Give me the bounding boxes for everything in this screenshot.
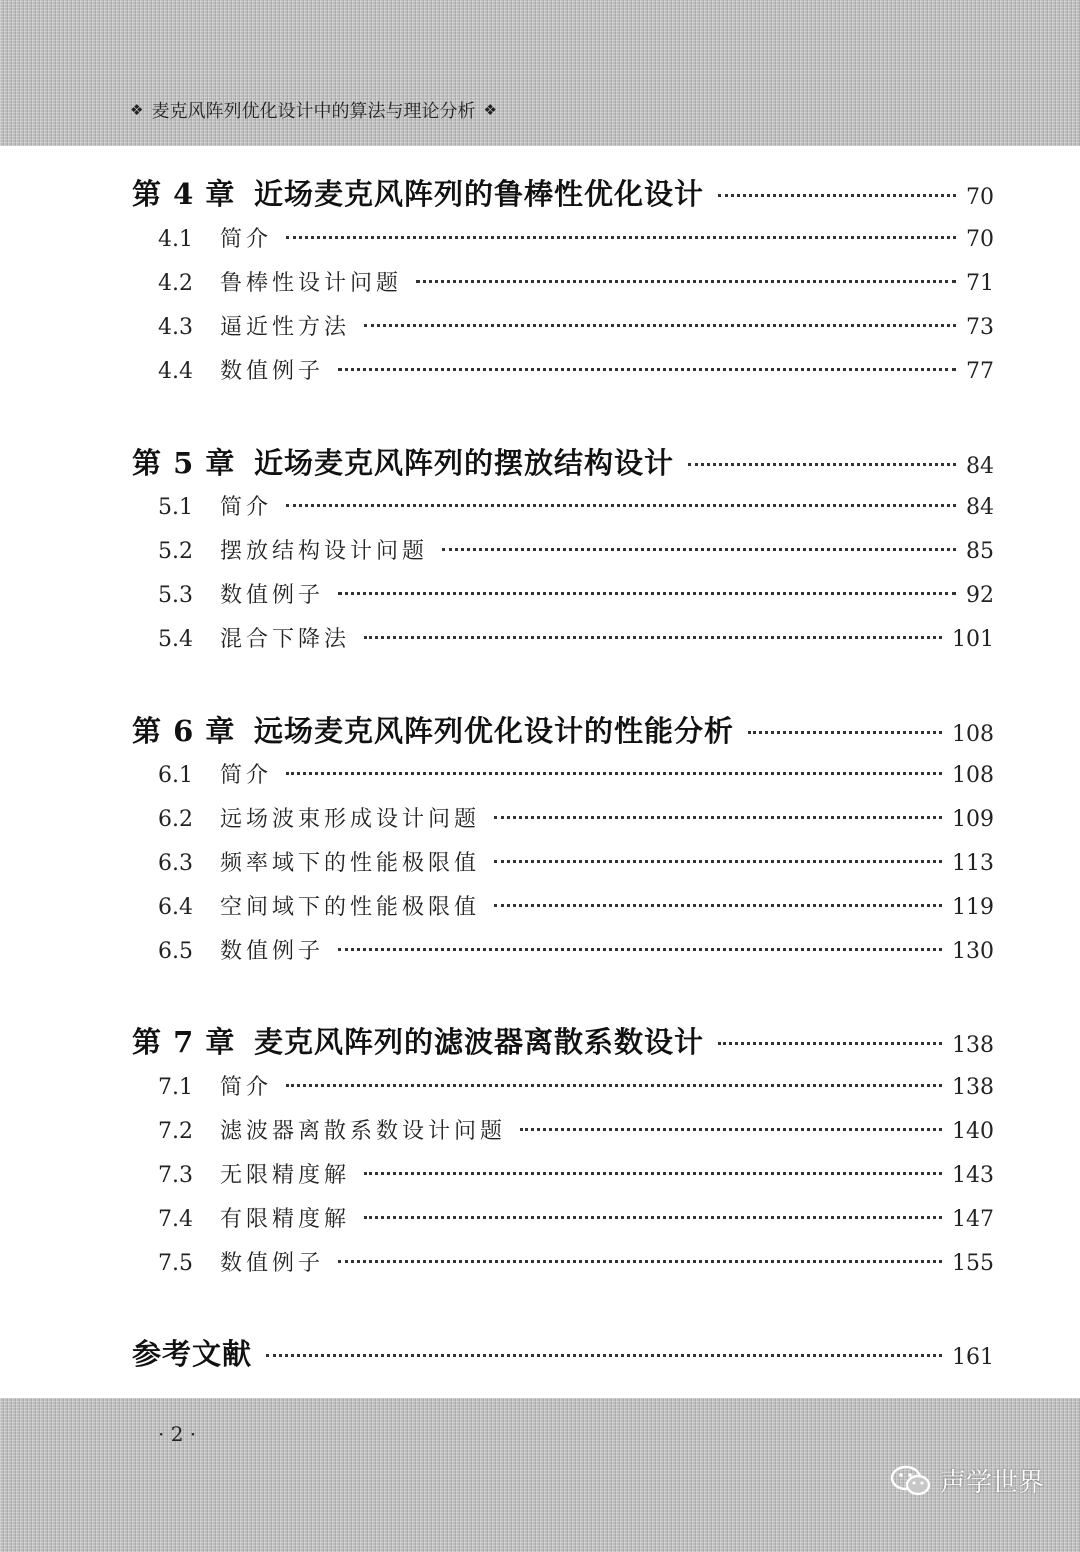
section-number: 4.1 xyxy=(158,227,193,252)
section-title: 无限精度解 xyxy=(220,1163,351,1188)
section-number: 6.5 xyxy=(158,939,193,964)
running-head-title: 麦克风阵列优化设计中的算法与理论分析 xyxy=(151,101,476,122)
toc-section-6-4[interactable] xyxy=(132,890,994,921)
dot-leader xyxy=(494,860,942,863)
section-number: 5.1 xyxy=(158,495,193,520)
toc-section-4-4[interactable] xyxy=(132,354,994,385)
section-number: 7.4 xyxy=(158,1207,193,1232)
toc-section-4-2[interactable] xyxy=(132,266,994,297)
section-title: 数值例子 xyxy=(220,359,325,384)
section-number: 5.2 xyxy=(158,539,193,564)
page-ref: 140 xyxy=(952,1119,994,1144)
page-ref: 108 xyxy=(952,763,994,788)
section-number: 7.2 xyxy=(158,1119,193,1144)
dot-leader xyxy=(442,548,956,551)
page-ref: 143 xyxy=(952,1163,994,1188)
page-ref: 113 xyxy=(952,851,994,876)
section-number: 6.3 xyxy=(158,851,193,876)
watermark xyxy=(890,1462,1044,1499)
dot-leader xyxy=(338,1260,942,1263)
toc-chapter-7[interactable] xyxy=(132,1020,994,1061)
page-ref: 147 xyxy=(952,1207,994,1232)
dot-leader xyxy=(748,731,942,734)
toc-section-4-3[interactable] xyxy=(132,310,994,341)
diamond-icon: ❖ xyxy=(130,101,144,119)
dot-leader xyxy=(286,236,956,239)
toc-section-5-1[interactable] xyxy=(132,490,994,521)
page-ref: 108 xyxy=(952,722,994,747)
watermark-text: 声学世界 xyxy=(939,1468,1044,1498)
dot-leader xyxy=(286,504,956,507)
dot-leader xyxy=(338,368,956,371)
page-ref: 138 xyxy=(952,1075,994,1100)
dot-leader xyxy=(286,772,942,775)
page-ref: 161 xyxy=(952,1345,994,1370)
page-ref: 101 xyxy=(952,627,994,652)
section-title: 有限精度解 xyxy=(220,1207,351,1232)
toc-section-6-5[interactable] xyxy=(132,934,994,965)
page-ref: 92 xyxy=(966,583,994,608)
dot-leader xyxy=(718,1042,942,1045)
section-title: 摆放结构设计问题 xyxy=(220,539,429,564)
page-ref: 138 xyxy=(952,1033,994,1058)
dot-leader xyxy=(338,592,956,595)
toc-chapter-5[interactable] xyxy=(132,441,994,482)
dot-leader xyxy=(718,194,956,197)
section-number: 7.3 xyxy=(158,1163,193,1188)
section-title: 数值例子 xyxy=(220,939,325,964)
toc-section-7-4[interactable] xyxy=(132,1202,994,1233)
dot-leader xyxy=(364,636,942,639)
section-title: 数值例子 xyxy=(220,1251,325,1276)
toc-section-5-3[interactable] xyxy=(132,578,994,609)
section-title: 简介 xyxy=(220,227,273,252)
page-ref: 109 xyxy=(952,807,994,832)
chapter-number: 第 4 章 xyxy=(132,177,236,211)
toc-section-6-1[interactable] xyxy=(132,758,994,789)
dot-leader xyxy=(494,904,942,907)
page-ref: 73 xyxy=(966,315,994,340)
section-number: 7.1 xyxy=(158,1075,193,1100)
diamond-icon: ❖ xyxy=(483,101,497,119)
page-ref: 119 xyxy=(952,895,994,920)
dot-leader xyxy=(266,1354,942,1357)
section-title: 鲁棒性设计问题 xyxy=(220,271,403,296)
section-title: 逼近性方法 xyxy=(220,315,351,340)
dot-leader xyxy=(494,816,942,819)
dot-leader xyxy=(688,463,956,466)
wechat-icon xyxy=(890,1464,932,1498)
toc-section-5-2[interactable] xyxy=(132,534,994,565)
dot-leader xyxy=(338,948,942,951)
section-number: 6.4 xyxy=(158,895,193,920)
dot-leader xyxy=(364,324,956,327)
section-title: 简介 xyxy=(220,1075,273,1100)
toc-section-4-1[interactable] xyxy=(132,222,994,253)
page-ref: 70 xyxy=(966,227,994,252)
toc-section-6-3[interactable] xyxy=(132,846,994,877)
section-number: 5.4 xyxy=(158,627,193,652)
page-ref: 130 xyxy=(952,939,994,964)
page-ref: 155 xyxy=(952,1251,994,1276)
section-number: 6.2 xyxy=(158,807,193,832)
section-number: 7.5 xyxy=(158,1251,193,1276)
section-number: 4.4 xyxy=(158,359,193,384)
toc-chapter-4[interactable] xyxy=(132,172,994,213)
running-head xyxy=(130,97,497,123)
page-ref: 85 xyxy=(966,539,994,564)
references-title: 参考文献 xyxy=(132,1337,253,1371)
page-ref: 84 xyxy=(966,454,994,479)
section-number: 5.3 xyxy=(158,583,193,608)
page-number: · 2 · xyxy=(158,1422,197,1446)
chapter-number: 第 5 章 xyxy=(132,446,236,480)
section-title: 数值例子 xyxy=(220,583,325,608)
toc-section-7-3[interactable] xyxy=(132,1158,994,1189)
chapter-number: 第 6 章 xyxy=(132,714,236,748)
toc-references[interactable] xyxy=(132,1332,994,1373)
chapter-title: 远场麦克风阵列优化设计的性能分析 xyxy=(254,714,735,748)
toc-section-6-2[interactable] xyxy=(132,802,994,833)
header-band xyxy=(0,0,1080,146)
toc-section-7-5[interactable] xyxy=(132,1246,994,1277)
chapter-number: 第 7 章 xyxy=(132,1025,236,1059)
toc-chapter-6[interactable] xyxy=(132,709,994,750)
section-number: 4.2 xyxy=(158,271,193,296)
section-number: 4.3 xyxy=(158,315,193,340)
section-title: 空间域下的性能极限值 xyxy=(220,895,481,920)
dot-leader xyxy=(364,1216,942,1219)
chapter-title: 麦克风阵列的滤波器离散系数设计 xyxy=(254,1025,705,1059)
chapter-title: 近场麦克风阵列的摆放结构设计 xyxy=(254,446,675,480)
dot-leader xyxy=(364,1172,942,1175)
page-ref: 84 xyxy=(966,495,994,520)
page-ref: 77 xyxy=(966,359,994,384)
dot-leader xyxy=(416,280,956,283)
section-title: 频率域下的性能极限值 xyxy=(220,851,481,876)
toc-section-5-4[interactable] xyxy=(132,622,994,653)
dot-leader xyxy=(286,1084,942,1087)
section-title: 混合下降法 xyxy=(220,627,351,652)
section-number: 6.1 xyxy=(158,763,193,788)
page-ref: 70 xyxy=(966,185,994,210)
page-ref: 71 xyxy=(966,271,994,296)
section-title: 简介 xyxy=(220,495,273,520)
toc-section-7-1[interactable] xyxy=(132,1070,994,1101)
section-title: 简介 xyxy=(220,763,273,788)
section-title: 远场波束形成设计问题 xyxy=(220,807,481,832)
dot-leader xyxy=(520,1128,942,1131)
toc-section-7-2[interactable] xyxy=(132,1114,994,1145)
section-title: 滤波器离散系数设计问题 xyxy=(220,1119,507,1144)
chapter-title: 近场麦克风阵列的鲁棒性优化设计 xyxy=(254,177,705,211)
